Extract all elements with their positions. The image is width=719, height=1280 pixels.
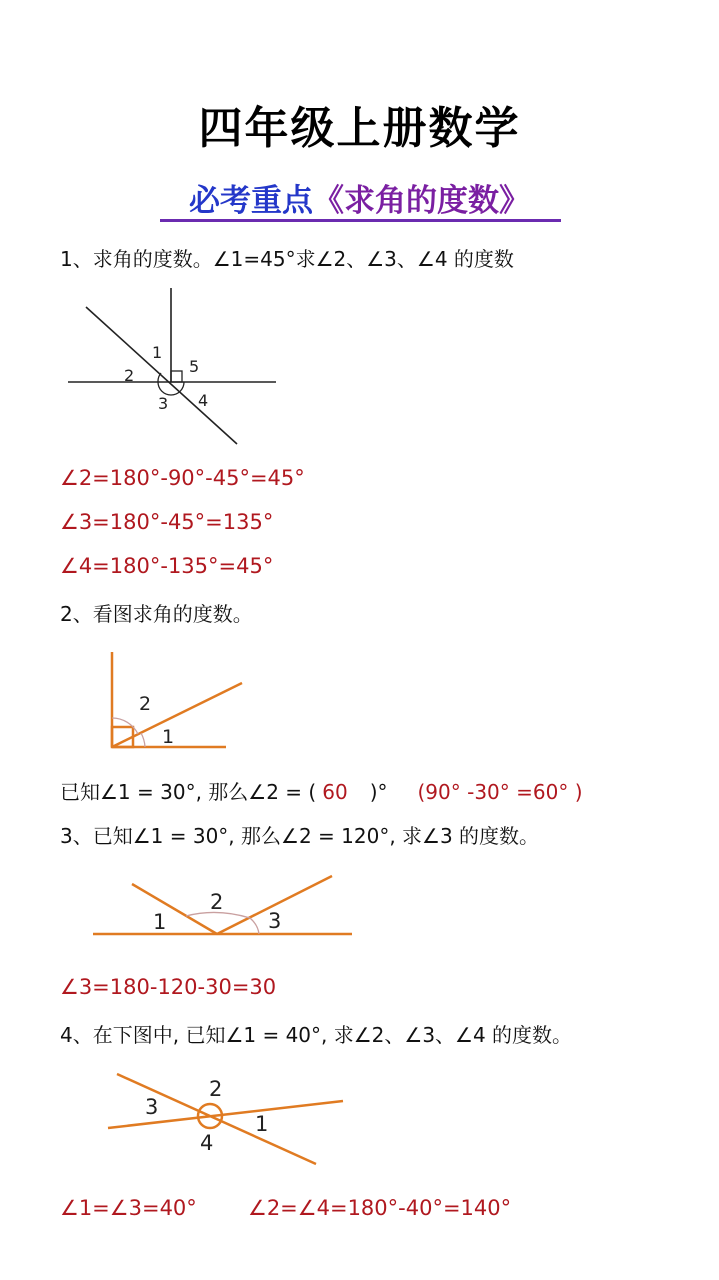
q4-label-3: 3 [145, 1095, 159, 1119]
q3-answer: ∠3=180-120-30=30 [60, 975, 277, 999]
subtitle-main: 《求角的度数》 [313, 183, 530, 219]
q1-question: 1、求角的度数。∠1=45°求∠2、∠3、∠4 的度数 [60, 247, 514, 271]
q1-label-5: 5 [189, 357, 200, 376]
q4-question: 4、在下图中, 已知∠1 = 40°, 求∠2、∠3、∠4 的度数。 [60, 1023, 573, 1047]
q2-answer-value: 60 [322, 780, 348, 804]
q1-label-1: 1 [152, 343, 163, 362]
q3-label-3: 3 [268, 909, 282, 933]
q2-answer-suffix: )° [369, 780, 388, 804]
q2-answer-work: (90° -30° =60° ) [417, 780, 583, 804]
q1-answer-2: ∠3=180°-45°=135° [60, 510, 274, 534]
q3-label-1: 1 [153, 910, 167, 934]
q2-label-2: 2 [139, 693, 152, 715]
q1-answer-1: ∠2=180°-90°-45°=45° [60, 466, 305, 490]
q2-question: 2、看图求角的度数。 [60, 602, 253, 626]
q2-label-1: 1 [162, 726, 175, 748]
q1-answer-3: ∠4=180°-135°=45° [60, 554, 274, 578]
q3-label-2: 2 [210, 890, 224, 914]
subtitle-prefix: 必考重点 [189, 183, 313, 219]
page-title: 四年级上册数学 [198, 103, 521, 154]
q2-answer-prefix: 已知∠1 = 30°, 那么∠2 = ( [60, 780, 317, 804]
q4-label-2: 2 [209, 1077, 223, 1101]
q4-answer-b: ∠2=∠4=180°-40°=140° [248, 1196, 512, 1220]
q4-label-1: 1 [255, 1112, 269, 1136]
q3-question: 3、已知∠1 = 30°, 那么∠2 = 120°, 求∠3 的度数。 [60, 824, 540, 848]
q1-label-3: 3 [158, 394, 169, 413]
q4-label-4: 4 [200, 1131, 214, 1155]
q1-label-4: 4 [198, 391, 209, 410]
q4-answer-a: ∠1=∠3=40° [60, 1196, 197, 1220]
q1-label-2: 2 [124, 366, 135, 385]
